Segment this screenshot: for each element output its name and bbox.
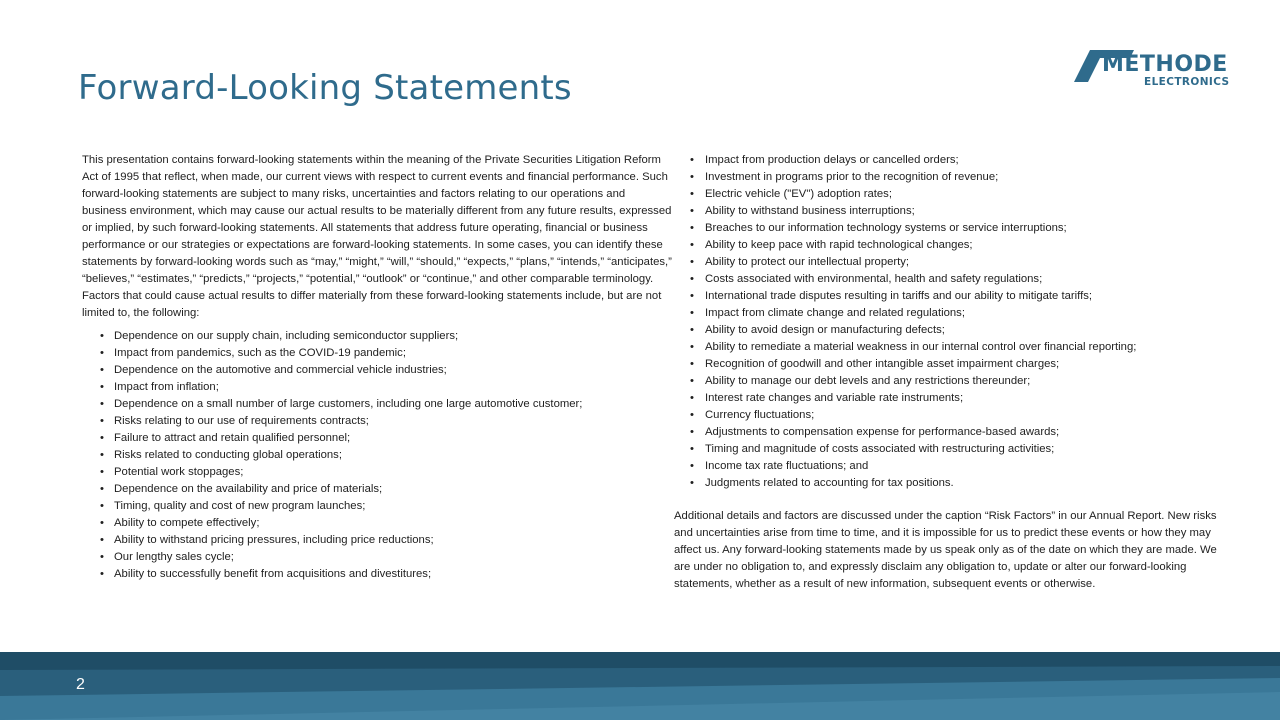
list-item: • Income tax rate fluctuations; and [674,458,1234,475]
list-item: • Impact from climate change and related regulations; [674,305,1234,322]
closing-paragraph: Additional details and factors are discussed under the caption “Risk Factors” in our Annual Report. New risks and uncertainties arise from time to time, and it is impossible for us to predict these events or how they may affect us. Any forward-looking statements made by us speak only as of the date on which they are made. We are under no obligation to, and expressly disclaim any obligation to, update or alter our forward-looking statements, whether as a result of new information, subsequent events or otherwise. [674,510,1217,590]
list-item: • Our lengthy sales cycle; [82,549,672,566]
list-item: • Breaches to our information technology systems or service interruptions; [674,220,1234,237]
list-item: • Risks relating to our use of requirements contracts; [82,413,672,430]
list-item: • Interest rate changes and variable rate instruments; [674,390,1234,407]
page-number: 2 [76,676,85,693]
list-item: • Ability to protect our intellectual property; [674,254,1234,271]
company-logo [1072,44,1248,92]
list-item: • Impact from inflation; [82,379,672,396]
logo-wordmark: METHODE [1102,52,1228,77]
list-item: • Potential work stoppages; [82,464,672,481]
list-item: • Ability to manage our debt levels and any restrictions thereunder; [674,373,1234,390]
list-item: • Impact from production delays or cancelled orders; [674,152,1234,169]
list-item: • Electric vehicle ("EV") adoption rates; [674,186,1234,203]
list-item: • Dependence on a small number of large customers, including one large automotive customer; [82,396,672,413]
list-item: • Dependence on our supply chain, including semiconductor suppliers; [82,328,672,345]
right-risk-list [674,152,1234,492]
left-column [82,152,672,583]
list-item: • Timing and magnitude of costs associated with restructuring activities; [674,441,1234,458]
list-item: • Judgments related to accounting for tax positions. [674,475,1234,492]
list-item: • Ability to withstand pricing pressures, including price reductions; [82,532,672,549]
list-item: • Impact from pandemics, such as the COVID-19 pandemic; [82,345,672,362]
footer-band [0,652,1280,720]
list-item: • Ability to keep pace with rapid technological changes; [674,237,1234,254]
list-item: • Dependence on the availability and price of materials; [82,481,672,498]
list-item: • Failure to attract and retain qualified personnel; [82,430,672,447]
intro-paragraph: This presentation contains forward-looking statements within the meaning of the Private Securities Litigation Reform Act of 1995 that reflect, when made, our current views with respect to current events and financial performance. Such forward-looking statements are subject to many risks, uncertainties and factors relating to our operations and business environment, which may cause our actual results to be materially different from any future results, expressed or implied, by such forward-looking statements. All statements that address future operating, financial or business performance or our strategies or expectations are forward-looking statements. In some cases, you can identify these statements by forward-looking words such as “may,” “might,” “will,” “should,” “expects,” “plans,” “intends,” “anticipates,” “believes,” “estimates,” “predicts,” “projects,” “potential,” “outlook” or “continue,” and other comparable terminology. Factors that could cause actual results to differ materially from these forward-looking statements include, but are not limited to, the following: [82,154,672,319]
list-item: • Risks related to conducting global operations; [82,447,672,464]
list-item: • Ability to avoid design or manufacturing defects; [674,322,1234,339]
list-item: • Timing, quality and cost of new program launches; [82,498,672,515]
list-item: • Ability to successfully benefit from acquisitions and divestitures; [82,566,672,583]
list-item: • Investment in programs prior to the recognition of revenue; [674,169,1234,186]
logo-subtitle: ELECTRONICS [1144,76,1230,88]
list-item: • Recognition of goodwill and other intangible asset impairment charges; [674,356,1234,373]
right-column [674,152,1234,593]
list-item: • Ability to withstand business interruptions; [674,203,1234,220]
list-item: • Currency fluctuations; [674,407,1234,424]
list-item: • Ability to compete effectively; [82,515,672,532]
list-item: • Adjustments to compensation expense for performance-based awards; [674,424,1234,441]
list-item: • International trade disputes resulting in tariffs and our ability to mitigate tariffs; [674,288,1234,305]
list-item: • Ability to remediate a material weakness in our internal control over financial reporting; [674,339,1234,356]
page-title: Forward-Looking Statements [78,68,572,108]
left-risk-list [82,328,672,583]
list-item: • Costs associated with environmental, health and safety regulations; [674,271,1234,288]
list-item: • Dependence on the automotive and commercial vehicle industries; [82,362,672,379]
